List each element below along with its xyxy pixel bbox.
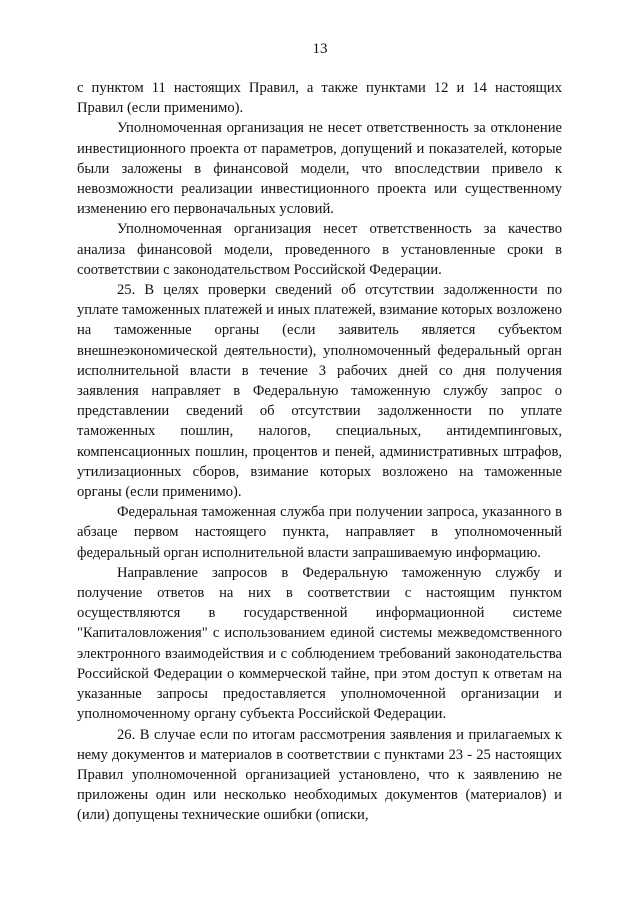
paragraph-item-25: 25. В целях проверки сведений об отсутствии задолженности по уплате таможенных платежей и иных платежей, взимание которых возложено на таможенные органы (если заявитель является субъектом внешнеэкономической деятельности), уполномоченный федеральный орган исполнительной власти в течение 3 рабочих дней со дня получения заявления направляет в Федеральную таможенную службу запрос о представлении сведений об отсутствии задолженности по уплате таможенных пошлин, налогов, специальных, антидемпинговых, компенсационных пошлин, процентов и пеней, административных штрафов, утилизационных сборов, взимание которых возложено на таможенные органы (если применимо).	[77, 282, 562, 501]
page-number: 13	[312, 41, 328, 57]
paragraph-continuation: с пунктом 11 настоящих Правил, а также пунктами 12 и 14 настоящих Правил (если применимо).	[77, 80, 562, 117]
document-body	[77, 78, 562, 826]
paragraph-liability-quality: Уполномоченная организация несет ответственность за качество анализа финансовой модели, проведенного в установленные сроки в соответствии с законодательством Российской Федерации.	[77, 221, 562, 278]
paragraph-customs-response: Федеральная таможенная служба при получении запроса, указанного в абзаце первом настоящего пункта, направляет в уполномоченный федеральный орган исполнительной власти запрашиваемую информацию.	[77, 504, 562, 561]
paragraph-item-26: 26. В случае если по итогам рассмотрения заявления и прилагаемых к нему документов и материалов в соответствии с пунктами 23 - 25 настоящих Правил уполномоченной организацией установлено, что к заявлению не приложены один или несколько необходимых документов (материалов) и (или) допущены технические ошибки (описки,	[77, 726, 562, 824]
paragraph-requests-system: Направление запросов в Федеральную таможенную службу и получение ответов на них в соответствии с настоящим пунктом осуществляются в государственной информационной системе "Капиталовложения" с использованием единой системы межведомственного электронного взаимодействия и с соблюдением требований законодательства Российской Федерации о коммерческой тайне, при этом доступ к ответам на указанные запросы предоставляется уполномоченной организации и уполномоченному органу субъекта Российской Федерации.	[77, 564, 562, 723]
paragraph-no-liability: Уполномоченная организация не несет ответственность за отклонение инвестиционного проекта от параметров, допущений и показателей, которые были заложены в финансовой модели, что впоследствии привело к невозможности реализации инвестиционного проекта или существенному изменению его первоначальных условий.	[77, 120, 562, 218]
